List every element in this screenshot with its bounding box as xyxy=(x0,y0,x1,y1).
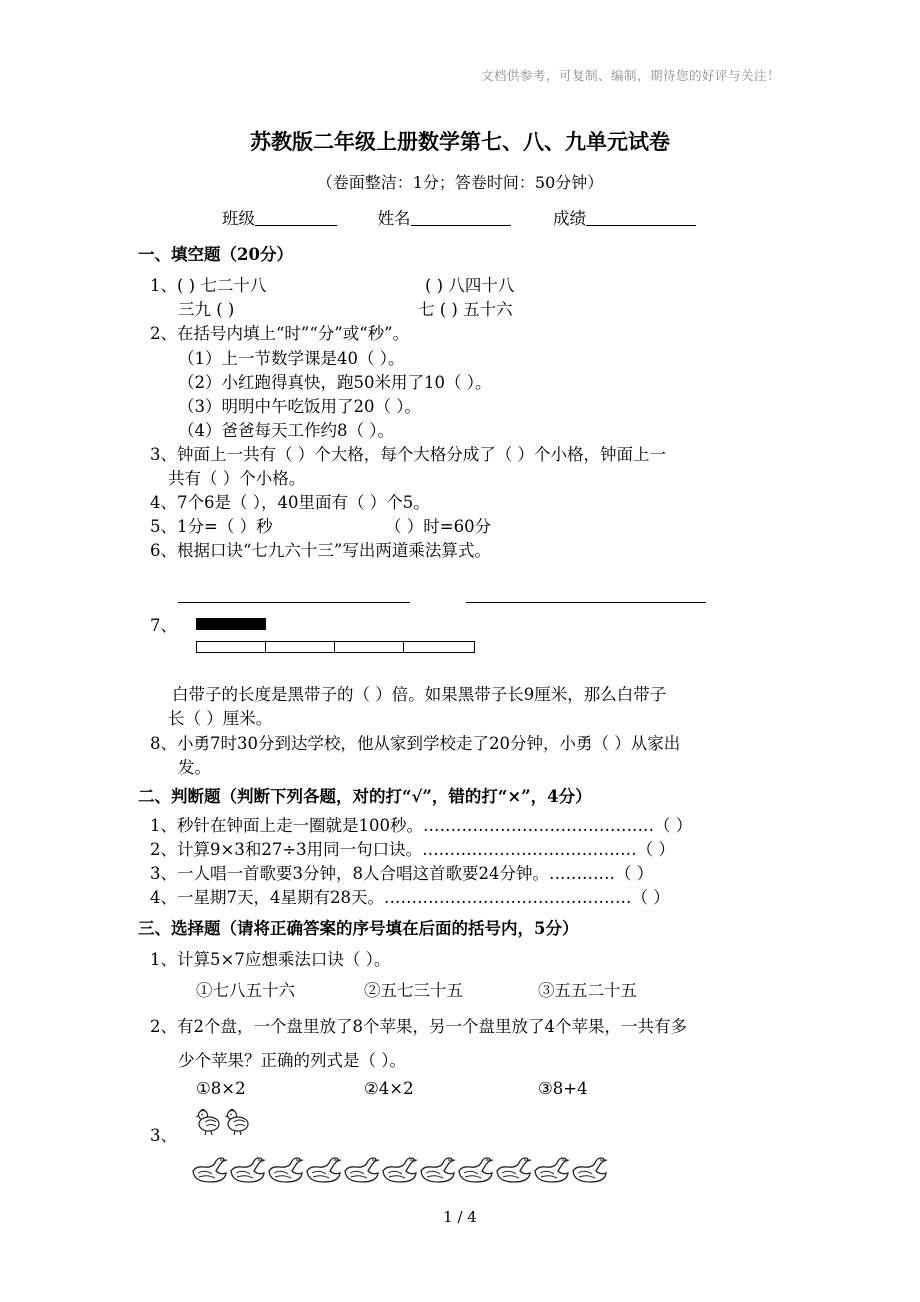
choice-q1-option-1: ①七八五十六 xyxy=(196,981,295,1000)
black-ribbon xyxy=(196,618,266,630)
chick-icon xyxy=(223,1106,251,1136)
score-label: 成绩 xyxy=(553,209,586,228)
q5a: 5、1分=（ ）秒 xyxy=(150,517,273,536)
goose-icon xyxy=(190,1155,230,1185)
judge-item-4: 4、一星期7天，4星期有28天。………………………………………（ ） xyxy=(150,888,670,907)
q6: 6、根据口诀“七九六十三”写出两道乘法算式。 xyxy=(150,541,491,560)
class-blank xyxy=(255,209,337,226)
judge-item-3: 3、一人唱一首歌要3分钟，8人合唱这首歌要24分钟。…………（ ） xyxy=(150,864,654,883)
name-label: 姓名 xyxy=(377,209,411,228)
judge-item-1: 1、秒针在钟面上走一圈就是100秒。……………………………………（ ） xyxy=(150,816,693,835)
goose-icon xyxy=(266,1155,306,1185)
q4: 4、7个6是（ ），40里面有（ ）个5。 xyxy=(150,493,430,512)
q1c: 三九 ( ) xyxy=(178,300,235,319)
section-1-heading: 一、填空题（20分） xyxy=(138,245,293,264)
q6-answer-line-2 xyxy=(466,602,706,603)
goose-icon xyxy=(456,1155,496,1185)
q7a: 白带子的长度是黑带子的（ ）倍。如果黑带子长9厘米，那么白带子 xyxy=(172,685,667,704)
header-note: 文档供参考，可复制、编制，期待您的好评与关注！ xyxy=(480,68,780,83)
section-2-heading: 二、判断题（判断下列各题，对的打“√”，错的打“×”，4分） xyxy=(138,787,592,806)
goose-icon xyxy=(304,1155,344,1185)
q2: 2、在括号内填上“时”“分”或“秒”。 xyxy=(150,324,410,343)
choice-q2-option-2: ②4×2 xyxy=(364,1079,414,1098)
goose-icon xyxy=(418,1155,458,1185)
q2-1: （1）上一节数学课是40（ ）。 xyxy=(178,349,405,368)
score-blank xyxy=(586,209,696,226)
choice-q2-line1: 2、有2个盘，一个盘里放了8个苹果，另一个盘里放了4个苹果，一共有多 xyxy=(150,1017,687,1036)
choice-q2-option-1: ①8×2 xyxy=(196,1079,246,1098)
page-title: 苏教版二年级上册数学第七、八、九单元试卷 xyxy=(250,129,670,154)
subtitle: （卷面整洁：1分；答卷时间：50分钟） xyxy=(316,173,604,192)
q2-4: （4）爸爸每天工作约8（ ）。 xyxy=(178,421,394,440)
goose-icon xyxy=(228,1155,268,1185)
q1b: ( ) 八四十八 xyxy=(425,276,515,295)
goose-icon xyxy=(570,1155,610,1185)
white-ribbon-segment xyxy=(403,641,475,653)
choice-q1-option-2: ②五七三十五 xyxy=(364,981,463,1000)
choice-q2-option-3: ③8+4 xyxy=(538,1079,588,1098)
goose-icon xyxy=(532,1155,572,1185)
q3a: 3、钟面上一共有（ ）个大格，每个大格分成了（ ）个小格，钟面上一 xyxy=(150,445,666,464)
info-line xyxy=(222,205,696,229)
q1a: 1、( ) 七二十八 xyxy=(150,276,267,295)
white-ribbon-segment xyxy=(265,641,335,653)
goose-icon xyxy=(342,1155,382,1185)
class-label: 班级 xyxy=(222,209,255,228)
goose-icon xyxy=(380,1155,420,1185)
choice-q3-number: 3、 xyxy=(150,1126,177,1145)
goose-icon xyxy=(494,1155,534,1185)
q2-2: （2）小红跑得真快，跑50米用了10（ ）。 xyxy=(178,373,492,392)
section-3-heading: 三、选择题（请将正确答案的序号填在后面的括号内，5分） xyxy=(138,919,579,938)
q6-answer-line-1 xyxy=(178,602,410,603)
q3b: 共有（ ）个小格。 xyxy=(168,469,306,488)
q7b: 长（ ）厘米。 xyxy=(168,709,273,728)
white-ribbon-segment xyxy=(196,641,266,653)
page-number: 1 / 4 xyxy=(443,1208,477,1226)
judge-item-2: 2、计算9×3和27÷3用同一句口诀。…………………………………（ ） xyxy=(150,840,675,859)
q8a: 8、小勇7时30分到达学校，他从家到学校走了20分钟，小勇（ ）从家出 xyxy=(150,734,681,753)
choice-q1: 1、计算5×7应想乘法口诀（ ）。 xyxy=(150,950,391,969)
q8b: 发。 xyxy=(178,758,211,777)
q1d: 七 ( ) 五十六 xyxy=(418,300,513,319)
chick-icon xyxy=(194,1106,222,1136)
white-ribbon-segment xyxy=(334,641,404,653)
name-blank xyxy=(411,209,511,226)
q5b: （ ）时=60分 xyxy=(385,517,492,536)
choice-q1-option-3: ③五五二十五 xyxy=(538,981,637,1000)
q7-number: 7、 xyxy=(150,616,177,635)
choice-q2-line2: 少个苹果？正确的列式是（ ）。 xyxy=(178,1051,406,1070)
q2-3: （3）明明中午吃饭用了20（ ）。 xyxy=(178,397,421,416)
